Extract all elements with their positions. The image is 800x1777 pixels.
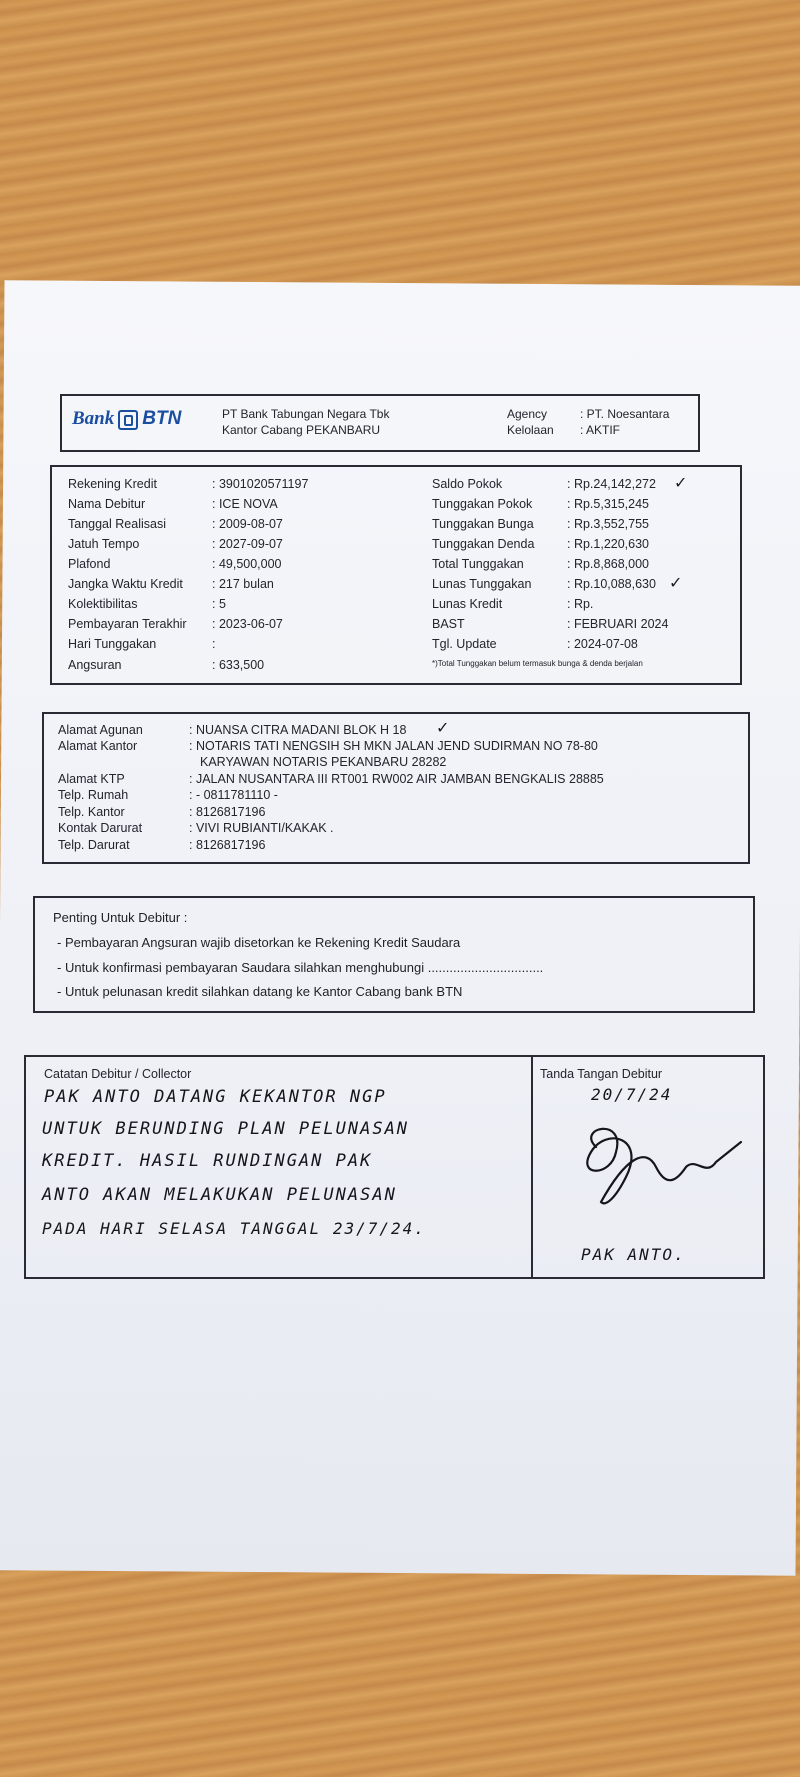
label-telp-rumah: Telp. Rumah <box>58 788 129 802</box>
signature-date: 20/7/24 <box>591 1085 673 1104</box>
notice-heading: Penting Untuk Debitur : <box>53 910 188 925</box>
value-lunas-tunggakan: : Rp.10,088,630 <box>567 577 656 591</box>
footnote: *)Total Tunggakan belum termasuk bunga & denda berjalan <box>432 659 643 668</box>
value-nama-debitur: : ICE NOVA <box>212 497 278 511</box>
label-kontak-darurat: Kontak Darurat <box>58 821 143 835</box>
label-plafond: Plafond <box>68 557 111 571</box>
value-lunas-kredit: : Rp. <box>567 597 594 611</box>
value-plafond: : 49,500,000 <box>212 557 282 571</box>
handwritten-note-line: ANTO AKAN MELAKUKAN PELUNASAN <box>42 1185 397 1205</box>
label-telp-darurat: Telp. Darurat <box>58 838 130 852</box>
btn-logo <box>72 408 181 430</box>
bank-word: Bank <box>72 408 115 429</box>
label-nama-debitur: Nama Debitur <box>68 497 146 511</box>
label-angsuran: Angsuran <box>68 658 122 672</box>
notice-item: - Untuk pelunasan kredit silahkan datang ke Kantor Cabang bank BTN <box>57 984 463 999</box>
signer-name: PAK ANTO. <box>581 1245 686 1264</box>
label-tunggakan-bunga: Tunggakan Bunga <box>432 517 534 531</box>
label-alamat-agunan: Alamat Agunan <box>58 723 143 737</box>
checkmark-icon: ✓ <box>669 575 683 592</box>
handwritten-note-line: UNTUK BERUNDING PLAN PELUNASAN <box>42 1119 410 1139</box>
value-telp-rumah: : - 0811781110 - <box>189 788 278 802</box>
label-total-tunggakan: Total Tunggakan <box>432 557 524 571</box>
value-telp-darurat: : 8126817196 <box>189 838 266 852</box>
label-telp-kantor: Telp. Kantor <box>58 805 125 819</box>
label-rekening-kredit: Rekening Kredit <box>68 477 157 491</box>
label-alamat-kantor: Alamat Kantor <box>58 739 138 753</box>
label-jangka-waktu: Jangka Waktu Kredit <box>68 577 183 591</box>
label-hari-tunggakan: Hari Tunggakan <box>68 637 157 651</box>
value-alamat-kantor-1: : NOTARIS TATI NENGSIH SH MKN JALAN JEND SUDIRMAN NO 78-80 <box>189 739 598 753</box>
label-pembayaran-terakhir: Pembayaran Terakhir <box>68 617 187 631</box>
collector-notes <box>24 1055 765 1279</box>
agency-value: : PT. Noesantara <box>580 407 670 421</box>
value-saldo-pokok: : Rp.24,142,272 <box>567 477 656 491</box>
bank-header <box>60 394 700 452</box>
label-alamat-ktp: Alamat KTP <box>58 772 125 786</box>
value-telp-kantor: : 8126817196 <box>189 805 266 819</box>
value-pembayaran-terakhir: : 2023-06-07 <box>212 617 283 631</box>
value-alamat-ktp: : JALAN NUSANTARA III RT001 RW002 AIR JAMBAN BENGKALIS 28885 <box>189 772 604 786</box>
label-bast: BAST <box>432 617 465 631</box>
value-kolektibilitas: : 5 <box>212 597 226 611</box>
company-name: PT Bank Tabungan Negara Tbk <box>222 407 390 421</box>
value-angsuran: : 633,500 <box>212 658 265 672</box>
value-bast: : FEBRUARI 2024 <box>567 617 669 631</box>
catatan-label: Catatan Debitur / Collector <box>44 1067 192 1081</box>
label-lunas-tunggakan: Lunas Tunggakan <box>432 577 532 591</box>
handwritten-note-line: PADA HARI SELASA TANGGAL 23/7/24. <box>42 1219 426 1238</box>
value-tanggal-realisasi: : 2009-08-07 <box>212 517 283 531</box>
notice-item: - Untuk konfirmasi pembayaran Saudara silahkan menghubungi ................................ <box>57 960 544 975</box>
label-kolektibilitas: Kolektibilitas <box>68 597 138 611</box>
label-lunas-kredit: Lunas Kredit <box>432 597 503 611</box>
label-jatuh-tempo: Jatuh Tempo <box>68 537 140 551</box>
checkmark-icon: ✓ <box>436 720 450 737</box>
value-rekening-kredit: : 3901020571197 <box>212 477 309 491</box>
value-total-tunggakan: : Rp.8,868,000 <box>567 557 650 571</box>
value-kontak-darurat: : VIVI RUBIANTI/KAKAK . <box>189 821 334 835</box>
kelolaan-value: : AKTIF <box>580 423 621 437</box>
value-alamat-agunan: : NUANSA CITRA MADANI BLOK H 18 <box>189 723 407 737</box>
handwritten-note-line: KREDIT. HASIL RUNDINGAN PAK <box>42 1151 373 1171</box>
label-saldo-pokok: Saldo Pokok <box>432 477 503 491</box>
handwritten-note-line: PAK ANTO DATANG KEKANTOR NGP <box>44 1087 387 1107</box>
btn-word: BTN <box>142 408 182 429</box>
value-jangka-waktu: : 217 bulan <box>212 577 274 591</box>
kelolaan-label: Kelolaan <box>507 423 554 437</box>
notice-item: - Pembayaran Angsuran wajib disetorkan ke Rekening Kredit Saudara <box>57 935 461 950</box>
branch-name: Kantor Cabang PEKANBARU <box>222 423 381 437</box>
signature-mark <box>556 1107 756 1217</box>
value-alamat-kantor-2: KARYAWAN NOTARIS PEKANBARU 28282 <box>200 755 447 769</box>
loan-details <box>50 465 742 685</box>
address-details <box>42 712 750 864</box>
column-divider <box>531 1057 533 1277</box>
agency-label: Agency <box>507 407 548 421</box>
house-icon <box>118 410 138 430</box>
value-tunggakan-pokok: : Rp.5,315,245 <box>567 497 650 511</box>
value-tgl-update: : 2024-07-08 <box>567 637 638 651</box>
label-tanggal-realisasi: Tanggal Realisasi <box>68 517 166 531</box>
checkmark-icon: ✓ <box>674 475 688 492</box>
value-tunggakan-bunga: : Rp.3,552,755 <box>567 517 650 531</box>
signature-label: Tanda Tangan Debitur <box>540 1067 663 1081</box>
value-hari-tunggakan: : <box>212 637 216 651</box>
value-tunggakan-denda: : Rp.1,220,630 <box>567 537 650 551</box>
label-tunggakan-denda: Tunggakan Denda <box>432 537 535 551</box>
debtor-notice <box>33 896 755 1013</box>
label-tgl-update: Tgl. Update <box>432 637 497 651</box>
value-jatuh-tempo: : 2027-09-07 <box>212 537 283 551</box>
label-tunggakan-pokok: Tunggakan Pokok <box>432 497 533 511</box>
